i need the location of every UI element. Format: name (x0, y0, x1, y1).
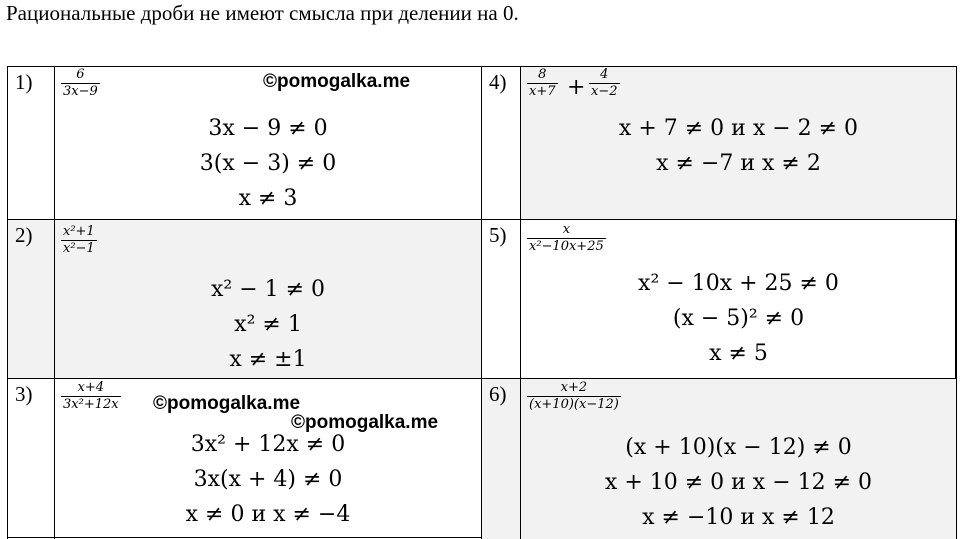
equation-line: x² ≠ 1 (234, 312, 302, 337)
item-number: 4) (489, 70, 507, 94)
equation-line: x ≠ 5 (709, 341, 768, 366)
equation-line: x ≠ ±1 (229, 347, 307, 372)
denominator: x²−1 (63, 241, 95, 256)
equation-line: (x + 10)(x − 12) ≠ 0 (625, 435, 852, 460)
item-number: 2) (15, 223, 33, 247)
denominator: x+7 (529, 84, 556, 99)
fraction (61, 67, 100, 100)
numerator: x²+1 (63, 224, 95, 239)
numerator: 6 (76, 67, 85, 82)
cell-3-body (54, 378, 482, 539)
item-number: 3) (15, 382, 33, 406)
equation-line: x ≠ −10 и x ≠ 12 (642, 505, 835, 530)
cell-5 (481, 219, 521, 379)
cell-3 (7, 378, 55, 539)
numerator: x+4 (77, 380, 105, 395)
numerator: 8 (538, 67, 547, 82)
equation-line: x ≠ 3 (238, 186, 298, 211)
equation-line: x + 10 ≠ 0 и x − 12 ≠ 0 (604, 470, 873, 495)
fraction (527, 222, 606, 255)
intro-text: Рациональные дроби не имеют смысла при делении на 0. (6, 1, 519, 25)
cell-4 (481, 66, 521, 220)
denominator: x²−10x+25 (529, 239, 604, 254)
cell-1 (7, 66, 55, 220)
fraction (61, 380, 121, 413)
equation-line: 3x − 9 ≠ 0 (208, 116, 328, 141)
numerator: 4 (600, 67, 609, 82)
solutions-table (7, 66, 956, 538)
denominator: 3x²+12x (63, 397, 119, 412)
cell-1-body (54, 66, 482, 220)
cell-2-body (54, 219, 482, 379)
equation-line: x² − 10x + 25 ≠ 0 (638, 271, 839, 296)
cell-4-body (520, 66, 957, 220)
numerator: x (562, 222, 571, 237)
cell-5-body (520, 219, 957, 379)
cell-2 (7, 219, 55, 379)
fraction (527, 380, 621, 413)
watermark: ©pomogalka.me (291, 412, 439, 433)
equation-line: 3x(x + 4) ≠ 0 (193, 467, 343, 492)
equation-line: x ≠ −7 и x ≠ 2 (656, 151, 821, 176)
numerator: x+2 (560, 380, 588, 395)
watermark: ©pomogalka.me (153, 393, 301, 414)
item-number: 5) (489, 223, 507, 247)
denominator: (x+10)(x−12) (529, 397, 619, 412)
equation-line: 3(x − 3) ≠ 0 (199, 151, 337, 176)
fraction (527, 67, 558, 100)
item-number: 1) (15, 70, 33, 94)
plus-sign: + (567, 75, 586, 100)
fraction (61, 224, 97, 257)
equation-line: x + 7 ≠ 0 и x − 2 ≠ 0 (618, 116, 859, 141)
equation-line: x² − 1 ≠ 0 (210, 277, 326, 302)
watermark: ©pomogalka.me (263, 71, 411, 92)
denominator: 3x−9 (63, 84, 98, 99)
fraction (589, 67, 620, 100)
equation-line: x ≠ 0 и x ≠ −4 (185, 502, 351, 527)
denominator: x−2 (591, 84, 618, 99)
equation-line: 3x² + 12x ≠ 0 (190, 432, 346, 457)
cell-6 (481, 378, 521, 539)
equation-line: (x − 5)² ≠ 0 (672, 306, 805, 331)
item-number: 6) (489, 382, 507, 406)
cell-6-body (520, 378, 957, 539)
